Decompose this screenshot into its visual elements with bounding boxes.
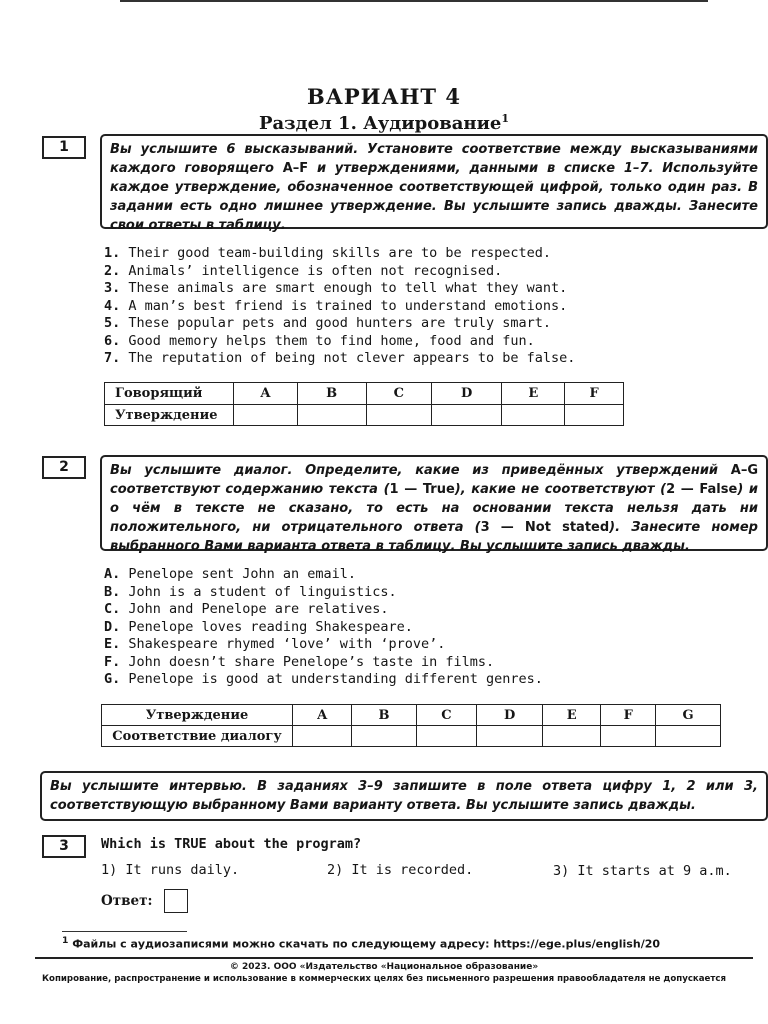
item-text: John and Penelope are relatives.	[128, 601, 389, 617]
answer-cell[interactable]	[297, 405, 366, 426]
copyright-line: © 2023. ООО «Издательство «Национальное образование»	[229, 962, 539, 972]
item-letter: D.	[104, 618, 121, 635]
list-item	[104, 566, 543, 584]
item-letter: B.	[104, 583, 121, 600]
task2-option-false: 2 — False	[666, 482, 738, 497]
item-text: Penelope sent John an email.	[128, 566, 356, 582]
item-number: 7.	[104, 350, 121, 366]
item-letter: G.	[104, 671, 121, 687]
list-item	[104, 350, 575, 368]
table-row	[105, 383, 624, 405]
answer-cell[interactable]	[293, 726, 352, 747]
item-text: These popular pets and good hunters are truly smart.	[128, 315, 552, 331]
column-header: A	[234, 383, 298, 405]
task2-statements	[104, 566, 543, 689]
column-header: F	[565, 383, 624, 405]
task1-number: 1	[42, 136, 86, 159]
list-item	[104, 619, 543, 637]
list-item	[104, 298, 575, 316]
item-text: Good memory helps them to find home, food and fun.	[128, 332, 535, 349]
task1-instruction-part: и утверждениями, данными в списке 1–7. Используйте каждое утверждение, обозначенное соответствующей цифрой, только один раз. В задании есть одно лишнее утверждение. Вы услышите запись дважды. Занесите свои ответы в таблицу.	[110, 161, 758, 233]
column-header: G	[656, 705, 721, 726]
answer-cell[interactable]	[477, 726, 543, 747]
answer-cell[interactable]	[366, 405, 431, 426]
variant-title: ВАРИАНТ 4	[307, 84, 461, 109]
column-header: D	[431, 383, 502, 405]
answer-cell[interactable]	[565, 405, 624, 426]
column-header: A	[293, 705, 352, 726]
task2-instruction-range: A–G	[730, 463, 758, 478]
list-item	[104, 280, 575, 298]
copyright-notice: Копирование, распространение и использование в коммерческих целях без письменного разрешения правообладателя не допускается	[42, 974, 726, 984]
answer-cell[interactable]	[502, 405, 565, 426]
task2-number: 2	[42, 456, 86, 479]
list-item	[104, 636, 543, 654]
footnote	[62, 935, 660, 951]
column-header: C	[366, 383, 431, 405]
footnote-mark: 1	[62, 935, 69, 946]
task3-question: Which is TRUE about the program?	[101, 836, 362, 852]
answer-cell[interactable]	[234, 405, 298, 426]
task1-answer-table	[104, 382, 624, 426]
answer-box[interactable]	[164, 889, 188, 913]
table-row	[102, 726, 721, 747]
list-item	[104, 333, 575, 351]
footer-rule	[35, 957, 753, 959]
item-number: 3.	[104, 280, 121, 296]
item-number: 5.	[104, 315, 121, 331]
column-header: E	[502, 383, 565, 405]
task3-option-1[interactable]: 1) It runs daily.	[101, 862, 240, 878]
row-label: Утверждение	[102, 705, 293, 726]
column-header: E	[543, 705, 601, 726]
answer-cell[interactable]	[601, 726, 656, 747]
item-letter: E.	[104, 636, 121, 652]
task2-instruction-part: ) и о чём в тексте не сказано, то есть на основании текста нельзя дать ни положительного, ни отрицательного ответа (	[110, 482, 758, 535]
item-text: The reputation of being not clever appears to be false.	[128, 350, 576, 366]
item-number: 2.	[104, 262, 121, 279]
row-label: Соответствие диалогу	[102, 726, 293, 747]
item-letter: C.	[104, 601, 121, 617]
task2-instruction-part: ), какие не соответствуют (	[454, 482, 667, 497]
section-title	[0, 112, 768, 134]
task3-option-2[interactable]: 2) It is recorded.	[327, 862, 474, 878]
item-text: Penelope loves reading Shakespeare.	[128, 618, 413, 635]
task1-instruction	[100, 134, 768, 233]
task1-instruction-part: Вы услышите 6 высказываний. Установите соответствие между высказываниями каждого говорящего	[110, 142, 758, 176]
list-item	[104, 671, 543, 689]
list-item	[104, 263, 575, 281]
interview-instruction: Вы услышите интервью. В заданиях 3–9 запишите в поле ответа цифру 1, 2 или 3, соответствующую выбранному Вами варианту ответа. Вы услышите запись дважды.	[40, 771, 768, 821]
list-item	[104, 245, 575, 263]
answer-cell[interactable]	[416, 726, 477, 747]
table-row	[102, 705, 721, 726]
answer-cell[interactable]	[352, 726, 416, 747]
item-text: Shakespeare rhymed ‘love’ with ‘prove’.	[128, 636, 446, 652]
answer-cell[interactable]	[543, 726, 601, 747]
task2-answer-table	[101, 704, 721, 747]
list-item	[104, 315, 575, 333]
answer-cell[interactable]	[656, 726, 721, 747]
task2-option-true: 1 — True	[389, 482, 455, 497]
item-text: Their good team-building skills are to be respected.	[128, 245, 552, 261]
list-item	[104, 584, 543, 602]
item-text: John is a student of linguistics.	[128, 583, 397, 600]
task2-instruction-part: ). Занесите номер выбранного Вами варианта ответа в таблицу. Вы услышите запись дважды.	[110, 520, 758, 554]
item-text: Penelope is good at understanding different genres.	[128, 671, 543, 687]
footnote-rule	[62, 931, 187, 932]
list-item	[104, 654, 543, 672]
row-label: Говорящий	[105, 383, 234, 405]
section-title-text: Раздел 1. Аудирование	[258, 113, 502, 134]
task3-number: 3	[42, 835, 86, 858]
footnote-text: Файлы с аудиозаписями можно скачать по следующему адресу: https://ege.plus/english/20	[72, 937, 661, 951]
column-header: C	[416, 705, 477, 726]
task2-instruction	[100, 455, 768, 554]
task2-instruction-part: Вы услышите диалог. Определите, какие из приведённых утверждений	[110, 463, 731, 478]
task2-instruction-part: соответствуют содержанию текста (	[110, 482, 390, 497]
table-row	[105, 405, 624, 426]
row-label: Утверждение	[105, 405, 234, 426]
task1-statements	[104, 245, 575, 368]
answer-label: Ответ:	[101, 893, 153, 909]
column-header: F	[601, 705, 656, 726]
column-header: D	[477, 705, 543, 726]
item-text: A man’s best friend is trained to understand emotions.	[128, 297, 568, 314]
answer-cell[interactable]	[431, 405, 502, 426]
task3-option-3[interactable]: 3) It starts at 9 a.m.	[553, 863, 732, 879]
item-number: 4.	[104, 297, 121, 314]
footnote-ref: 1	[501, 112, 510, 125]
task1-instruction-range: A–F	[282, 161, 309, 176]
item-letter: F.	[104, 653, 121, 670]
item-text: John doesn’t share Penelope’s taste in films.	[128, 653, 495, 670]
item-text: Animals’ intelligence is often not recognised.	[128, 262, 503, 279]
task2-option-not-stated: 3 — Not stated	[480, 520, 610, 535]
item-number: 1.	[104, 245, 121, 261]
item-text: These animals are smart enough to tell what they want.	[128, 280, 568, 296]
page-top-rule	[120, 0, 708, 7]
column-header: B	[352, 705, 416, 726]
list-item	[104, 601, 543, 619]
item-letter: A.	[104, 566, 121, 582]
item-number: 6.	[104, 332, 121, 349]
column-header: B	[297, 383, 366, 405]
